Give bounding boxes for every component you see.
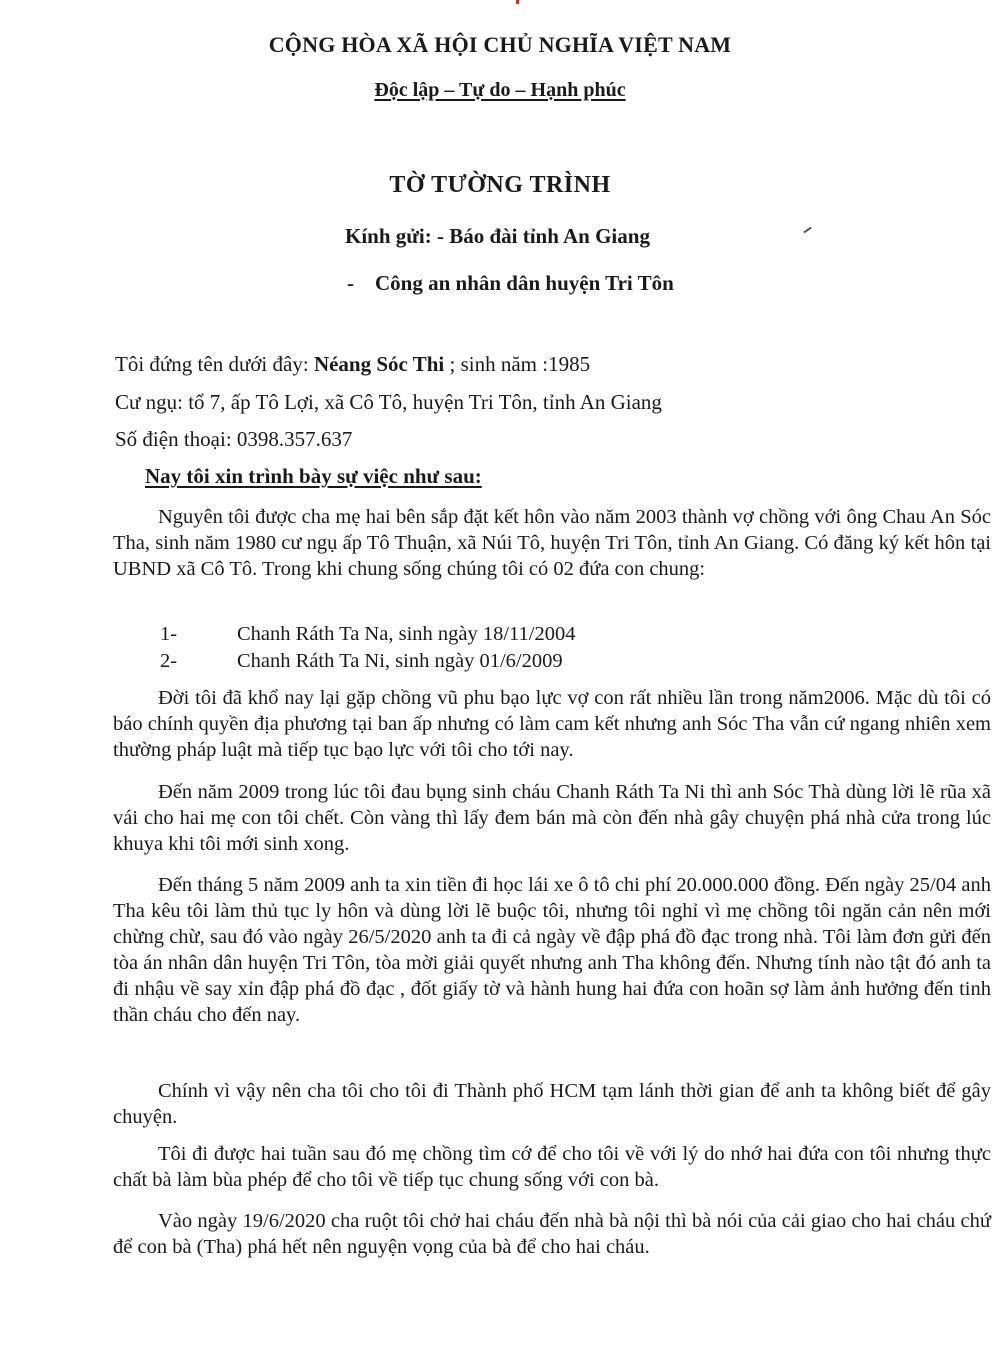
paragraph-1-text: Nguyên tôi được cha mẹ hai bên sắp đặt kết hôn vào năm 2003 thành vợ chồng với ông Chau An Sóc Tha, sinh năm 1980 cư ngụ ấp Tô Thuận, xã Núi Tô, huyện Tri Tôn, tỉnh An Giang. Có đăng ký kết hôn tại UBND xã Cô Tô. Trong khi chung sống chúng tôi có 02 đứa con chung: xyxy=(113,506,991,580)
paragraph-5-text: Chính vì vậy nên cha tôi cho tôi đi Thành phố HCM tạm lánh thời gian để anh ta không biết để gây chuyện. xyxy=(113,1080,991,1128)
stray-mark xyxy=(803,227,812,234)
paragraph-6 xyxy=(113,1141,991,1193)
name-prefix: Tôi đứng tên dưới đây: xyxy=(115,352,314,376)
paragraph-7 xyxy=(113,1208,991,1260)
recipient-line-1: Kính gửi: - Báo đài tỉnh An Giang xyxy=(345,224,650,248)
applicant-name-line xyxy=(115,352,590,377)
paragraph-6-text: Tôi đi được hai tuần sau đó mẹ chồng tìm cớ để cho tôi về với lý do nhớ hai đứa con tôi nhưng thực chất bà làm bùa phép để cho tôi về tiếp tục chung sống với con bà. xyxy=(113,1143,991,1191)
paragraph-7-text: Vào ngày 19/6/2020 cha ruột tôi chở hai cháu đến nhà bà nội thì bà nói của cải giao cho hai cháu chứ để con bà (Tha) phá hết nên nguyện vọng của bà để cho hai cháu. xyxy=(113,1210,991,1258)
paragraph-3-text: Đến năm 2009 trong lúc tôi đau bụng sinh cháu Chanh Ráth Ta Ni thì anh Sóc Thà dùng lời lẽ rũa xã vái cho hai mẹ con tôi chết. Còn vàng thì lấy đem bán mà còn đến nhà gây chuyện phá nhà cửa trong lúc khuya khi tôi mới sinh xong. xyxy=(113,781,991,855)
applicant-birth: ; sinh năm :1985 xyxy=(444,352,591,376)
paragraph-1 xyxy=(113,504,991,582)
top-mark xyxy=(516,0,519,4)
child-1-number: 1- xyxy=(160,623,178,645)
child-1-text: Chanh Ráth Ta Na, sinh ngày 18/11/2004 xyxy=(237,623,576,645)
applicant-phone: Số điện thoại: 0398.357.637 xyxy=(115,427,353,451)
recipient-line-2: - Công an nhân dân huyện Tri Tôn xyxy=(347,271,674,295)
applicant-address: Cư ngụ: tổ 7, ấp Tô Lợi, xã Cô Tô, huyện Tri Tôn, tỉnh An Giang xyxy=(115,390,662,414)
paragraph-4-text: Đến tháng 5 năm 2009 anh ta xin tiền đi học lái xe ô tô chi phí 20.000.000 đồng. Đến ngày 25/04 anh Tha kêu tôi làm thủ tục ly hôn và dùng lời lẽ buộc tôi, nhưng tôi nghỉ vì mẹ chồng tôi ngăn cản nên mới chừng chừ, sau đó vào ngày 26/5/2020 anh ta đi cả ngày về đập phá đồ đạc trong nhà. Tôi làm đơn gửi đến tòa án nhân dân huyện Tri Tôn, tòa mời giải quyết nhưng anh Tha không đến. Nhưng tính nào tật đó anh ta đi nhậu về say xỉn đập phá đồ đạc , đốt giấy tờ và hành hung hai đứa con hoãn sợ làm ảnh hưởng đến tinh thần cháu cho đến nay. xyxy=(113,874,991,1026)
national-heading: CỘNG HÒA XÃ HỘI CHỦ NGHĨA VIỆT NAM xyxy=(268,32,732,57)
document-title: TỜ TƯỜNG TRÌNH xyxy=(389,172,611,198)
paragraph-4 xyxy=(113,872,991,1028)
statement-intro: Nay tôi xin trình bày sự việc như sau: xyxy=(145,464,482,488)
paragraph-2 xyxy=(113,685,991,763)
paragraph-5 xyxy=(113,1078,991,1130)
national-motto: Độc lập – Tự do – Hạnh phúc xyxy=(374,79,626,101)
paragraph-3 xyxy=(113,779,991,857)
paragraph-2-text: Đời tôi đã khổ nay lại gặp chồng vũ phu bạo lực vợ con rất nhiều lần trong năm2006. Mặc dù tôi có báo chính quyền địa phương tại ban ấp nhưng có làm cam kết nhưng anh Sóc Tha vẫn cứ ngang nhiên xem thường pháp luật mà tiếp tục bạo lực với tôi cho tới nay. xyxy=(113,687,991,761)
child-2-text: Chanh Ráth Ta Ni, sinh ngày 01/6/2009 xyxy=(237,650,563,672)
child-2-number: 2- xyxy=(160,650,178,672)
applicant-name: Néang Sóc Thi xyxy=(313,352,445,376)
